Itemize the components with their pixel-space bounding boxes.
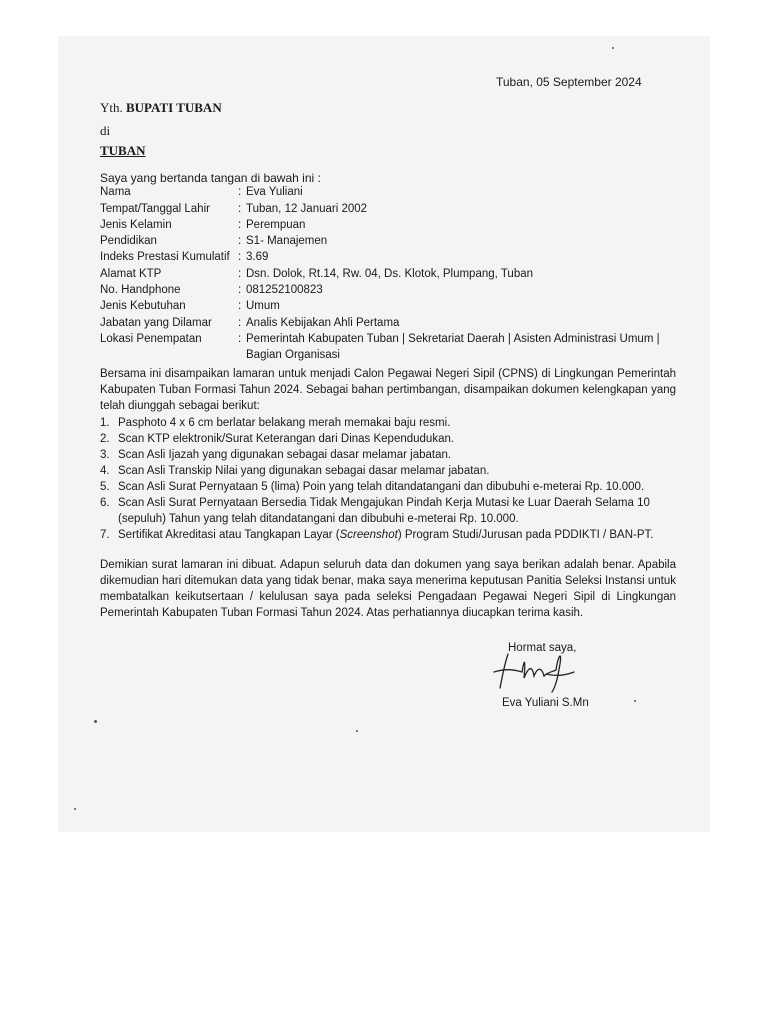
list-item: 3. Scan Asli Ijazah yang digunakan sebagai dasar melamar jabatan. xyxy=(100,449,452,461)
recipient-name: BUPATI TUBAN xyxy=(126,100,222,115)
recipient-line xyxy=(100,100,222,116)
scan-speck xyxy=(356,730,358,732)
closing-salutation: Hormat saya, xyxy=(508,642,577,654)
field-value-placement-cont: Bagian Organisasi xyxy=(246,349,340,361)
field-value-birth: : Tuban, 12 Januari 2002 xyxy=(238,203,368,215)
field-label-position: Jabatan yang Dilamar xyxy=(100,317,212,329)
list-item: 4. Scan Asli Transkip Nilai yang digunakan sebagai dasar melamar jabatan. xyxy=(100,465,490,477)
recipient-city: TUBAN xyxy=(100,143,146,158)
body-paragraph: Bersama ini disampaikan lamaran untuk menjadi Calon Pegawai Negeri Sipil (CPNS) di Lingkungan Pemerintah Kabupaten Tuban Formasi Tahun 2024. Sebagai bahan pertimbangan, disampaikan dokumen kelengkapan yang telah diunggah sebagai berikut: xyxy=(100,368,676,412)
field-label-phone: No. Handphone xyxy=(100,284,181,296)
field-label-birth: Tempat/Tanggal Lahir xyxy=(100,203,210,215)
list-item: 2. Scan KTP elektronik/Surat Keterangan dari Dinas Kependudukan. xyxy=(100,433,455,445)
list-item: 7. Sertifikat Akreditasi atau Tangkapan Layar (Screenshot) Program Studi/Jurusan pada PDDIKTI / BAN-PT. xyxy=(100,529,654,541)
field-label-education: Pendidikan xyxy=(100,235,157,247)
field-label-placement: Lokasi Penempatan xyxy=(100,333,202,345)
intro-line: Saya yang bertanda tangan di bawah ini : xyxy=(100,171,321,185)
field-label-need-type: Jenis Kebutuhan xyxy=(100,300,186,312)
field-value-phone: : 081252100823 xyxy=(238,284,323,296)
list-item: 1. Pasphoto 4 x 6 cm berlatar belakang merah memakai baju resmi. xyxy=(100,417,451,429)
field-value-education: : S1- Manajemen xyxy=(238,235,328,247)
scan-speck xyxy=(94,720,97,723)
signer-name: Eva Yuliani S.Mn xyxy=(502,697,589,709)
list-item: 5. Scan Asli Surat Pernyataan 5 (lima) Poin yang telah ditandatangani dan dibubuhi e-meterai Rp. 10.000. xyxy=(100,481,645,493)
field-value-gpa: : 3.69 xyxy=(238,251,269,263)
field-value-address: : Dsn. Dolok, Rt.14, Rw. 04, Ds. Klotok, Plumpang, Tuban xyxy=(238,268,534,280)
closing-paragraph: Demikian surat lamaran ini dibuat. Adapun seluruh data dan dokumen yang saya berikan adalah benar. Apabila dikemudian hari ditemukan data yang tidak benar, maka saya menerima keputusan Panitia Seleksi Instansi untuk membatalkan keikutsertaan / kelulusan saya pada seleksi Pengadaan Pegawai Negeri Sipil di Lingkungan Pemerintah Kabupaten Tuban Formasi Tahun 2024. Atas perhatiannya diucapkan terima kasih. xyxy=(100,559,676,619)
scan-speck xyxy=(612,47,614,49)
field-label-gender: Jenis Kelamin xyxy=(100,219,172,231)
field-value-name: : Eva Yuliani xyxy=(238,186,303,198)
scan-speck xyxy=(74,808,76,810)
field-value-gender: : Perempuan xyxy=(238,219,306,231)
list-item: 6. Scan Asli Surat Pernyataan Bersedia Tidak Mengajukan Pindah Kerja Mutasi ke Luar Daerah Selama 10 (sepuluh) Tahun yang telah ditandatangani dan dibubuhi e-meterai Rp. 10.000. xyxy=(100,497,650,525)
field-value-placement: : Pemerintah Kabupaten Tuban | Sekretariat Daerah | Asisten Administrasi Umum | xyxy=(238,333,660,345)
recipient-di: di xyxy=(100,123,111,138)
document-list xyxy=(100,415,676,543)
field-label-gpa: Indeks Prestasi Kumulatif xyxy=(100,251,230,263)
field-value-position: : Analis Kebijakan Ahli Pertama xyxy=(238,317,400,329)
field-label-address: Alamat KTP xyxy=(100,268,162,280)
letter-date: Tuban, 05 September 2024 xyxy=(496,75,642,89)
signature-image xyxy=(486,646,586,694)
recipient-prefix: Yth. xyxy=(100,100,123,115)
field-label-name: Nama xyxy=(100,186,131,198)
scan-speck xyxy=(634,700,636,702)
field-value-need-type: : Umum xyxy=(238,300,280,312)
